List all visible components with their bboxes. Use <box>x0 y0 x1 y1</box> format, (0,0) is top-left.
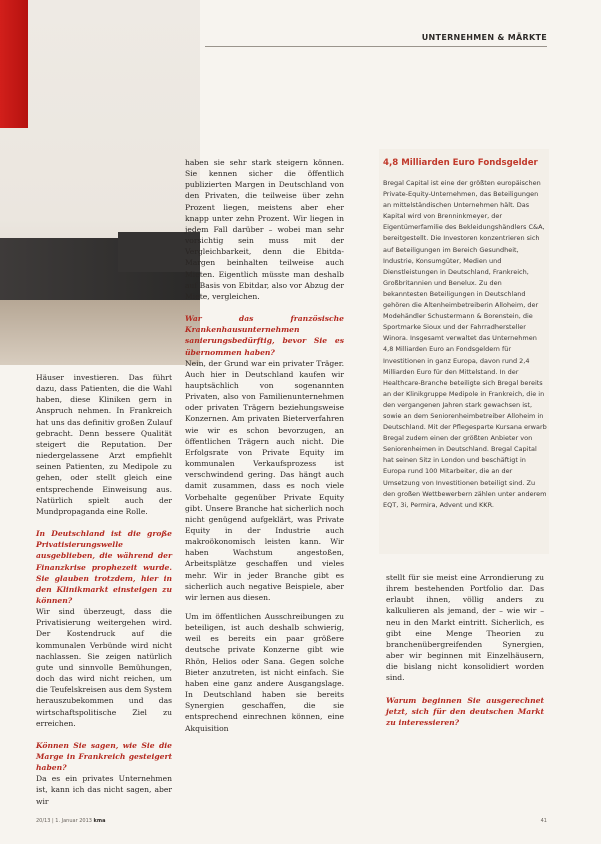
paragraph: Häuser investieren. Das führt dazu, dass Patienten, die die Wahl haben, diese Kliniken gern in Anspruch nehmen. In Frankreich hat uns das definitiv großen Zulauf gebracht. Denn bessere Qualität steigert die Reputation. Der niedergelassene Arzt empfiehlt seinen Patienten, zu Medipole zu gehen, oder stellt gleich eine entsprechende Einweisung aus. Natürlich spielt auch der Mundpropaganda eine Rolle. <box>36 373 172 516</box>
paragraph: haben sie sehr stark steigern können. Sie kennen sicher die öffentlich publizierten Margen in Deutschland von den Privaten, die teilweise über zehn Prozent liegen, meistens aber eher knapp unter zehn Prozent. Wir liegen in jedem Fall darüber – wobei man sehr vorsichtig sein muss mit der Vergleichbarkeit, denn die Ebitda-Margen beinhalten teilweise auch Mieten. Eigentlich müsste man deshalb auf Basis von Ebitdar, also vor Abzug der Miete, vergleichen. <box>185 158 344 301</box>
interview-question: Können Sie sagen, wie Sie die Marge in Frankreich gesteigert haben? <box>36 740 172 773</box>
header-rule <box>205 46 547 47</box>
article-photo <box>0 0 200 365</box>
section-header: UNTERNEHMEN & MÄRKTE <box>421 33 547 42</box>
interview-question: Warum beginnen Sie ausgerechnet jetzt, sich für den deutschen Markt zu interessieren? <box>386 695 544 727</box>
column-2-lower <box>185 611 344 734</box>
paragraph: stellt für sie meist eine Arrondierung zu ihrem bestehenden Portfolio dar. Das erlaubt ihnen, völlig anders zu kalkulieren als jemand, der – wie wir – neu in den Markt eintritt. Sicherlich, es gibt eine Menge Theorien zu branchenübergreifenden Synergien, aber wir beginnen mit Einzelhäusern, die bislang nicht konsolidiert worden sind. <box>386 573 544 683</box>
paragraph: Um im öffentlichen Ausschreibungen zu beteiligen, ist auch deshalb schwierig, weil es bereits ein paar größere deutsche private Konzerne gibt wie Rhön, Helios oder Sana. Gegen solche Bieter anzutreten, ist nicht einfach. Sie haben eine ganz andere Ausgangslage. In Deutschland haben sie bereits Synergien geschaffen, die sie entsprechend einrechnen können, eine Akquisition <box>185 612 344 733</box>
page-number: 41 <box>540 818 547 824</box>
brand-name: kma <box>93 818 106 824</box>
interview-question: In Deutschland ist die große Privatisierungswelle ausgeblieben, die während der Finanzkrise prophezeit wurde. Sie glauben trotzdem, hier in den Klinikmarkt einsteigen zu können? <box>36 529 172 605</box>
column-2 <box>185 157 344 603</box>
photo-red-panel <box>0 0 28 128</box>
column-3 <box>386 572 544 728</box>
photo-floor <box>0 300 200 365</box>
paragraph: Da es ein privates Unternehmen ist, kann ich das nicht sagen, aber wir <box>36 774 172 806</box>
info-box-text: Bregal Capital ist eine der größten europäischen Private-Equity-Unternehmen, das Beteiligungen an mittelständischen Unternehmen hält. Das Kapital wird von Brenninkmeyer, der Eigentümerfamilie des Bekleidungshändlers C&A, bereitgestellt. Die Investoren konzentrieren sich auf Beteiligungen im Bereich Gesundheit, Industrie, Konsumgüter, Medien und Dienstleistungen in Deutschland, Frankreich, Großbritannien und Benelux. Zu den bekanntesten Beteiligungen in Deutschland gehören die Altenheimbetreiberin Alloheim, der Modehändler Schustermann & Borenstein, die Sportmarke Sioux und der Fahrradhersteller Winora. Insgesamt verwaltet das Unternehmen 4,8 Milliarden Euro an Fondsgeldern für Investitionen in ganz Europa, davon rund 2,4 Milliarden Euro für den Mittelstand. In der Healthcare-Branche beteiligte sich Bregal bereits an der Klinikgruppe Medipole in Frankreich, die in den vergangenen Jahren stark gewachsen ist, sowie an dem Seniorenheimbetreiber Alloheim in Deutschland. Mit der Pflegesparte Kursana erwarb Bregal zudem einen der größten Anbieter von Seniorenheimen in Deutschland. Bregal Capital hat seinen Sitz in London und beschäftigt in Europa rund 100 Mitarbeiter, die an der Umsetzung von Investitionen beteiligt sind. Zu den großen Wettbewerbern zählen unter anderem EQT, 3i, Permira, Advent und KKR. <box>383 179 547 509</box>
paragraph: Wir sind überzeugt, dass die Privatisierung weitergehen wird. Der Kostendruck auf die kommunalen Verbünde wird nicht nachlassen. Sie zeigen natürlich gute und sinnvolle Bemühungen, doch das wird nicht reichen, um die Teufelskreisen aus dem System herauszubekommen und das wirtschaftspolitische Ziel zu erreichen. <box>36 607 172 728</box>
paragraph: Nein, der Grund war ein privater Träger. Auch hier in Deutschland kaufen wir hauptsächlich von sogenannten Privaten, also von Familienunternehmen oder privaten Trägern beziehungsweise Konzernen. Am privaten Bieterverfahren wie wir es schon bevorzugen, an öffentlichen Trägern auch nicht. Die Erfolgsrate von Private Equity im kommunalen Verkaufsprozess ist verschwindend gering. Das hängt auch damit zusammen, dass es noch viele Vorbehalte gegenüber Private Equity gibt. Unsere Branche hat sicherlich noch nicht genügend aufgeklärt, was Private Equity in der Industrie auch makroökonomisch leisten kann. Wir haben Wachstum angestoßen, Arbeitsplätze geschaffen und vieles mehr. Wir in jeder Branche gibt es sicherlich auch negative Beispiele, aber wir lernen aus diesen. <box>185 358 344 602</box>
column-1 <box>36 372 172 807</box>
info-box-title: 4,8 Milliarden Euro Fondsgelder <box>383 158 538 168</box>
footer-issue <box>36 818 105 824</box>
interview-question: War das französische Krankenhausunternehmen sanierungsbedürftig, bevor Sie es übernommen haben? <box>185 314 344 357</box>
issue-date: 20/13 | 1. Januar 2013 <box>36 818 92 824</box>
